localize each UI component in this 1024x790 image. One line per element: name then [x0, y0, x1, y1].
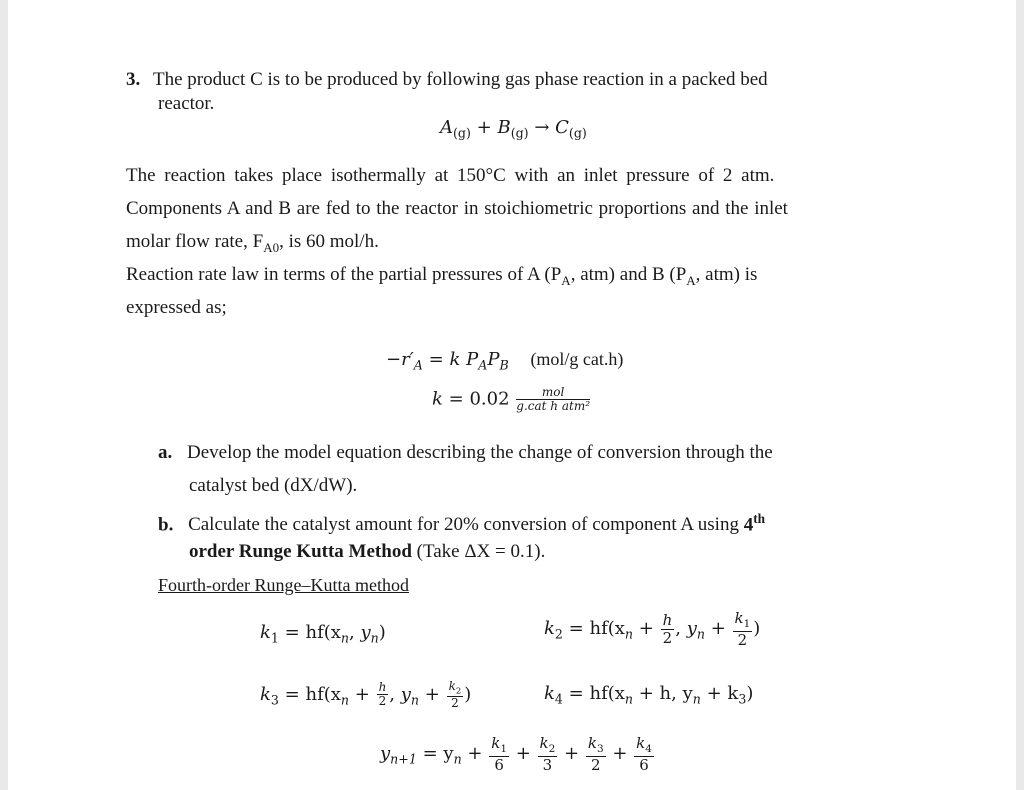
para2-text-a: Reaction rate law in terms of the partial pressures of A (P [126, 264, 562, 285]
f4-k: k [636, 734, 646, 752]
f3-sub: 3 [596, 743, 604, 755]
f3-den: 2 [590, 755, 601, 774]
para2-line1 [126, 264, 757, 292]
part-b-sup: th [753, 511, 766, 526]
phase-c: (g) [568, 125, 587, 141]
k3-frac-den: 2 [451, 695, 459, 710]
plus-sign: + [476, 117, 492, 138]
k4-mid: + h, y [633, 683, 693, 704]
k2-n2: n [696, 626, 705, 642]
k2-n1: n [624, 626, 634, 642]
rk-method-name: order Runge Kutta Method [189, 541, 412, 562]
yn1-frac-4 [634, 735, 654, 773]
k3-frac-sub: 2 [455, 685, 462, 696]
intro-line-1: The product C is to be produced by following gas phase reaction in a packed bed [153, 69, 768, 90]
document-page [8, 0, 1016, 790]
pa-sub-1: A [561, 272, 571, 288]
rate-units: (mol/g cat.h) [530, 349, 624, 369]
part-b-order: 4 [743, 514, 754, 536]
k2-rhs: = hf(x [568, 618, 625, 640]
f2-sub: 2 [548, 743, 556, 755]
f2-den: 3 [542, 755, 553, 774]
k-constant-equation [432, 386, 591, 413]
k2-frac-den: 2 [737, 630, 748, 649]
f2-k: k [539, 734, 549, 752]
k2-frac-k: k [734, 609, 744, 627]
k3-n2: n [410, 692, 420, 708]
yn1-lhs: y [380, 743, 391, 765]
f3-k: k [587, 734, 597, 752]
k3-h-frac [377, 681, 389, 708]
para1-line3 [126, 231, 379, 259]
k3-frac-k: k [448, 679, 456, 693]
part-b-line2 [189, 541, 545, 563]
yn1-frac-3 [586, 735, 606, 773]
k-unit-fraction [516, 386, 590, 413]
k2-h-num: h [662, 611, 673, 630]
k4-rhs: = hf(x [568, 683, 625, 704]
rate-eq: = [428, 349, 444, 370]
yn1-n: n [453, 751, 462, 767]
reaction-arrow: → [534, 117, 550, 138]
k-unit-num: mol [516, 386, 590, 400]
part-a-label: a. [158, 442, 173, 463]
k2-equation: $k_2 = hf(x_n$ + $\frac{h}{2}$ , $y_n$ + $\frac{k_1}{2}$ ) [544, 609, 761, 649]
flow-rate-sub: A0 [263, 239, 280, 255]
k2-sub: 2 [554, 626, 563, 642]
k1-sub: 1 [270, 630, 279, 646]
k2-h-frac [661, 612, 675, 646]
para2-text-c: , atm) is [695, 264, 758, 285]
part-a-text: Develop the model equation describing the change of conversion through the [187, 442, 773, 463]
reaction-equation [440, 117, 587, 141]
k-value: 0.02 [469, 388, 510, 410]
k-unit-den: g.cat h atm² [516, 399, 591, 414]
k3-rhs: = hf(x [284, 683, 341, 705]
rate-lhs-sub: A [413, 357, 423, 373]
yn1-frac-1 [489, 735, 509, 773]
k3-n1: n [340, 692, 350, 708]
part-b-label: b. [158, 514, 174, 536]
k2-k1-frac [733, 610, 753, 648]
reactant-b: B [497, 117, 511, 138]
yn1-equation: $y_{n+1} = y_n$ + $\frac{k_1}{6}$ + $\frac{k_2}{3}$ + $\frac{k_3}{2}$ + $\frac{k_4}{6}$ [380, 734, 652, 774]
k3-k2-frac [447, 680, 464, 710]
f4-den: 6 [639, 755, 649, 774]
k1-tail: ) [378, 622, 386, 643]
problem-intro [126, 69, 768, 91]
part-b-text: Calculate the catalyst amount for 20% conversion of component A using [188, 514, 739, 536]
k-lhs: k [432, 388, 443, 410]
part-a-line2: catalyst bed (dX/dW). [189, 475, 358, 496]
k1-n1: n [340, 630, 350, 646]
k3-h-num: h [378, 680, 387, 695]
k4-equation [544, 683, 753, 707]
k4-sub: 4 [554, 691, 563, 707]
k3-lhs: k [260, 683, 271, 705]
para2-line2: expressed as; [126, 297, 227, 318]
rate-sub1: A [478, 357, 488, 373]
k3-h-den: 2 [378, 694, 387, 709]
rate-rhs: k P [449, 349, 479, 370]
para2-text-b: , atm) and B (P [570, 264, 687, 285]
k1-lhs: k [260, 622, 271, 643]
product-c: C [555, 117, 569, 138]
delta-x-note: (Take ΔX = 0.1). [411, 541, 546, 562]
rate-law-equation [386, 349, 623, 373]
problem-number: 3. [126, 69, 141, 90]
rate-p2: P [487, 349, 500, 370]
k4-n2: n [692, 691, 701, 707]
pa-sub-2: A [686, 272, 696, 288]
f4-sub: 4 [645, 743, 652, 755]
k4-lhs: k [544, 683, 555, 704]
flow-rate-value: , is 60 mol/h. [279, 231, 379, 252]
k3-equation: $k_3 = hf(x_n$ + $\frac{h}{2}$ , $y_n$ + $\frac{k_2}{2}$ ) [260, 679, 472, 710]
phase-a: (g) [453, 125, 471, 141]
k1-rhs: = hf(x [284, 622, 341, 643]
k4-tail: + k [700, 683, 739, 704]
k4-n1: n [624, 691, 634, 707]
f1-sub: 1 [500, 743, 508, 755]
rate-lhs: −r′ [386, 349, 414, 370]
k-eq: = [448, 388, 464, 410]
k2-frac-sub: 1 [743, 618, 751, 630]
part-a-line1 [158, 442, 773, 464]
k2-h-den: 2 [662, 628, 673, 647]
yn1-eq: = y [422, 743, 454, 765]
f1-k: k [491, 734, 501, 752]
yn1-frac-2 [538, 735, 558, 773]
k4-close: ) [746, 683, 754, 704]
phase-b: (g) [510, 125, 529, 141]
para1-line1: The reaction takes place isothermally at 150°C with an inlet pressure of 2 atm. [126, 165, 775, 186]
f1-den: 6 [494, 755, 504, 774]
yn1-sub: n+1 [390, 751, 417, 767]
intro-line-2: reactor. [158, 93, 215, 114]
rate-sub2: B [499, 357, 509, 373]
part-b-line1 [158, 508, 765, 536]
rk-heading: Fourth-order Runge–Kutta method [158, 575, 409, 595]
k2-lhs: k [544, 618, 555, 640]
para1-line2: Components A and B are fed to the reactor in stoichiometric proportions and the inlet [126, 198, 788, 219]
flow-rate-label: molar flow rate, F [126, 231, 264, 252]
k1-equation: $k_1 = hf(x_n$, $y_n$) [260, 622, 386, 646]
reactant-a: A [440, 117, 453, 138]
k1-n2: n [370, 630, 379, 646]
k3-sub: 3 [270, 692, 279, 708]
k4-tail-sub: 3 [738, 691, 747, 707]
